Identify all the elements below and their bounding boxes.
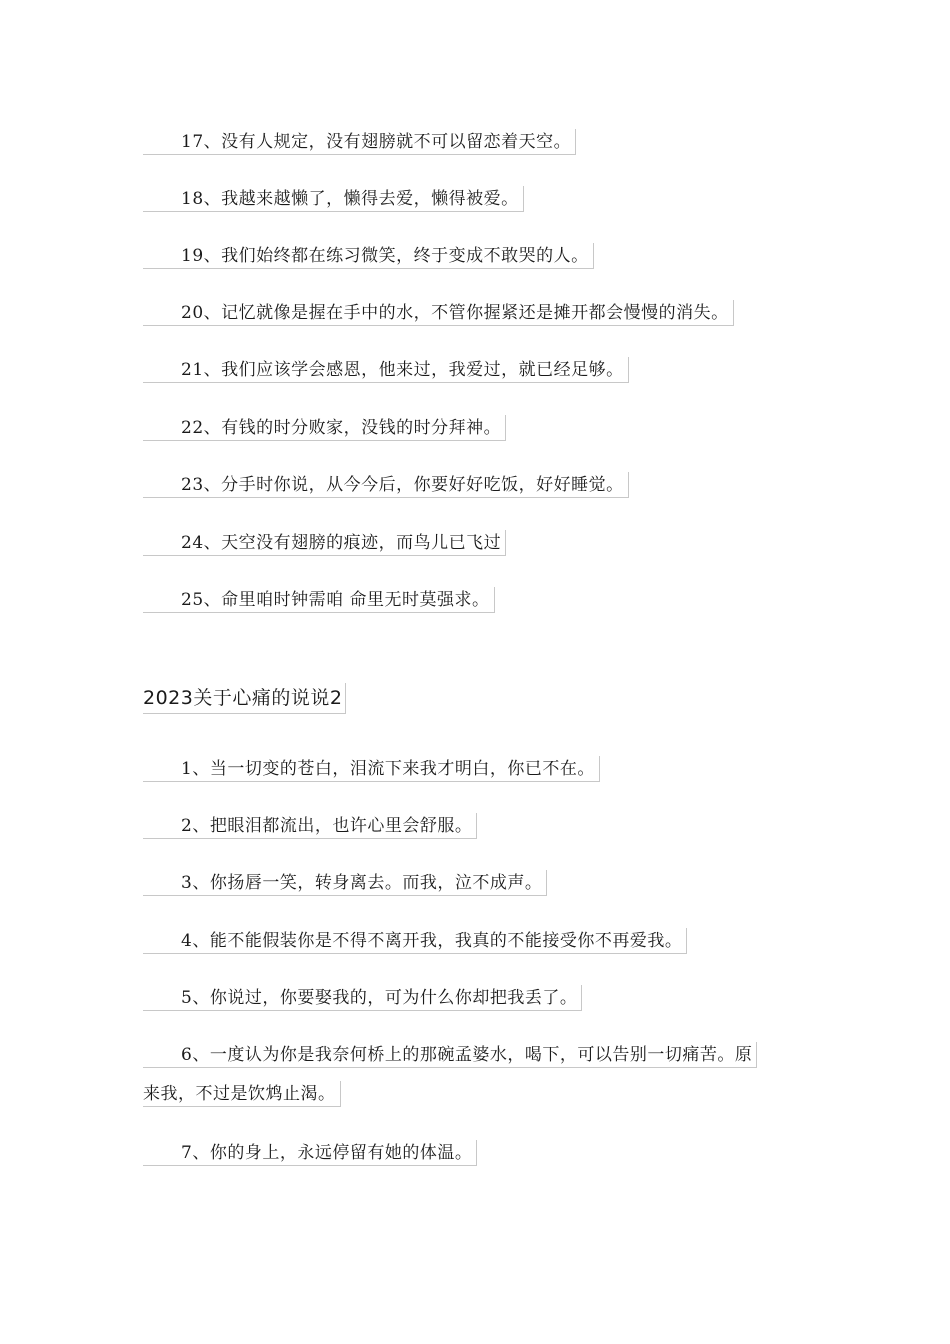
list-item xyxy=(143,186,524,212)
item-text: 7、你的身上，永远停留有她的体温。 xyxy=(181,1143,473,1163)
item-text: 5、你说过，你要娶我的，可为什么你却把我丢了。 xyxy=(181,988,578,1008)
item-text: 3、你扬唇一笑，转身离去。而我，泣不成声。 xyxy=(181,873,543,893)
item-text: 2、把眼泪都流出，也许心里会舒服。 xyxy=(181,816,473,836)
list-item xyxy=(143,129,576,155)
list-item-continuation xyxy=(143,1081,341,1107)
list-item xyxy=(143,415,506,441)
list-item xyxy=(143,587,495,613)
list-item xyxy=(143,928,687,954)
item-text: 来我，不过是饮鸩止渴。 xyxy=(143,1084,336,1104)
item-text: 23、分手时你说，从今今后，你要好好吃饭，好好睡觉。 xyxy=(181,475,624,495)
item-text: 22、有钱的时分败家，没钱的时分拜神。 xyxy=(181,418,502,438)
item-text: 25、命里咱时钟需咱 命里无时莫强求。 xyxy=(181,590,490,610)
section-heading: 2023关于心痛的说说2 xyxy=(143,683,346,714)
item-text: 17、没有人规定，没有翅膀就不可以留恋着天空。 xyxy=(181,132,572,152)
item-text: 24、天空没有翅膀的痕迹，而鸟儿已飞过 xyxy=(181,533,502,553)
item-text: 6、一度认为你是我奈何桥上的那碗孟婆水，喝下，可以告别一切痛苦。原 xyxy=(181,1045,753,1065)
list-item xyxy=(143,756,600,782)
list-item xyxy=(143,870,547,896)
list-item xyxy=(143,1140,477,1166)
list-item xyxy=(143,1042,757,1068)
item-text: 21、我们应该学会感恩，他来过，我爱过，就已经足够。 xyxy=(181,360,624,380)
item-text: 19、我们始终都在练习微笑，终于变成不敢哭的人。 xyxy=(181,246,589,266)
list-item xyxy=(143,813,477,839)
list-item xyxy=(143,985,582,1011)
item-text: 1、当一切变的苍白，泪流下来我才明白，你已不在。 xyxy=(181,759,595,779)
list-item xyxy=(143,530,506,556)
list-item xyxy=(143,472,629,498)
item-text: 20、记忆就像是握在手中的水，不管你握紧还是摊开都会慢慢的消失。 xyxy=(181,303,729,323)
item-text: 4、能不能假装你是不得不离开我，我真的不能接受你不再爱我。 xyxy=(181,931,683,951)
list-item xyxy=(143,300,734,326)
list-item xyxy=(143,243,594,269)
item-text: 18、我越来越懒了，懒得去爱，懒得被爱。 xyxy=(181,189,519,209)
list-item xyxy=(143,357,629,383)
